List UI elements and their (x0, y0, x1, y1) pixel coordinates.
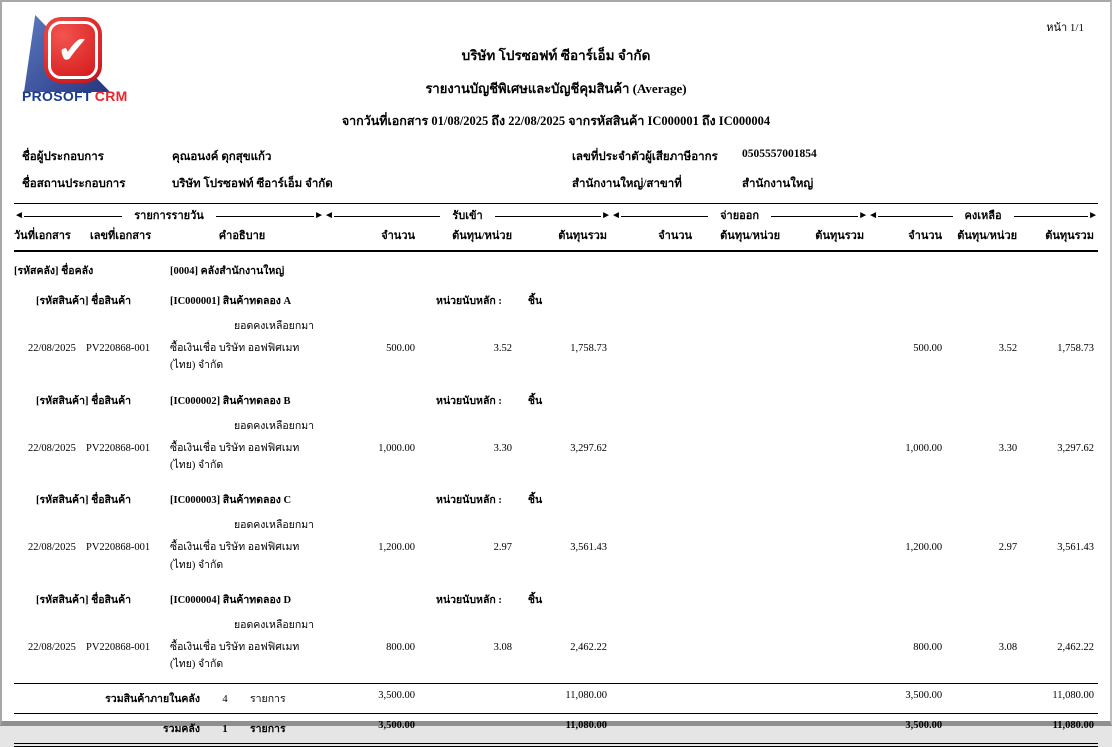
txn-description: ซื้อเงินเชื่อ บริษัท ออฟฟิศเมท (ไทย) จำกัด (170, 542, 300, 571)
warehouse-summary-unit: รายการ (250, 693, 286, 705)
group-header-row (14, 204, 1098, 224)
txn-date: 22/08/2025 (28, 542, 76, 554)
opening-balance-label: ยอดคงเหลือยกมา (234, 619, 315, 631)
txn-description: ซื้อเงินเชื่อ บริษัท ออฟฟิศเมท (ไทย) จำกัด (170, 641, 300, 671)
grand-total-bal-qty: 3,500.00 (868, 713, 946, 745)
unit-cell (324, 483, 611, 513)
product-row (14, 384, 1098, 414)
grand-total-row (14, 713, 1098, 745)
opening-balance-row (14, 513, 1098, 536)
unit-cell (324, 284, 611, 314)
warehouse-summary-label: รวมสินค้าภายในคลัง (105, 693, 200, 705)
grand-total-label-cell (14, 713, 324, 745)
grand-total-in-qty: 3,500.00 (324, 713, 419, 745)
group-receive: ◄ รับเข้า ► (324, 210, 612, 222)
brand-prosoft: PROSOFT (22, 88, 92, 104)
transaction-row (14, 337, 1098, 384)
arrow-left-icon: ◄ (611, 210, 621, 221)
group-issue: ◄ จ่ายออก ► (611, 210, 869, 222)
warehouse-row (14, 251, 1098, 284)
txn-in-qty: 1,000.00 (378, 442, 416, 454)
tax-id-value: 0505557001854 (742, 148, 817, 160)
grand-total-unit: รายการ (250, 723, 286, 735)
txn-in-total: 3,561.43 (570, 542, 608, 554)
establishment-value: บริษัท โปรซอฟท์ ซีอาร์เอ็ม จำกัด (172, 178, 333, 190)
txn-bal-unit-cost: 3.08 (998, 641, 1018, 653)
unit-value: ชิ้น (527, 395, 543, 407)
product-code-name: [IC000003] สินค้าทดลอง C (170, 495, 292, 507)
unit-value: ชิ้น (527, 495, 543, 507)
arrow-right-icon: ► (601, 210, 612, 221)
txn-doc-no: PV220868-001 (86, 442, 151, 454)
warehouse-summary-in-qty: 3,500.00 (324, 683, 419, 713)
unit-cell (324, 384, 611, 414)
warehouse-value: [0004] คลังสำนักงานใหญ่ (170, 266, 285, 277)
col-bal-qty: จำนวน (868, 224, 946, 251)
txn-bal-unit-cost: 2.97 (998, 542, 1018, 554)
warehouse-summary-count: 4 (222, 693, 228, 705)
transaction-row (14, 636, 1098, 683)
txn-doc-no: PV220868-001 (86, 343, 151, 354)
opening-balance-row (14, 613, 1098, 636)
grand-total-in-total: 11,080.00 (516, 713, 611, 745)
operator-label: ชื่อผู้ประกอบการ (22, 151, 104, 163)
warehouse-label: [รหัสคลัง] ชื่อคลัง (14, 266, 94, 277)
grand-total-count: 1 (222, 723, 228, 735)
product-code-name: [IC000001] สินค้าทดลอง A (170, 296, 292, 307)
arrow-right-icon: ► (1088, 210, 1099, 221)
arrow-left-icon: ◄ (14, 210, 24, 221)
col-description: คำอธิบาย (164, 224, 324, 251)
opening-balance-row (14, 314, 1098, 337)
txn-bal-qty: 1,000.00 (905, 442, 943, 454)
unit-label: หน่วยนับหลัก : (436, 395, 502, 407)
opening-balance-label: ยอดคงเหลือยกมา (234, 321, 315, 332)
col-bal-total-cost: ต้นทุนรวม (1021, 224, 1098, 251)
txn-in-total: 2,462.22 (570, 641, 608, 653)
txn-in-qty: 1,200.00 (378, 542, 416, 554)
unit-value: ชิ้น (527, 296, 543, 307)
product-row (14, 284, 1098, 314)
txn-bal-total: 3,297.62 (1057, 442, 1094, 454)
col-out-total-cost: ต้นทุนรวม (784, 224, 868, 251)
check-icon: ✔ (57, 28, 89, 72)
transaction-row (14, 536, 1098, 583)
txn-in-qty: 500.00 (386, 343, 416, 354)
product-row (14, 483, 1098, 513)
col-bal-unit-cost: ต้นทุน/หน่วย (946, 224, 1021, 251)
report-title: รายงานบัญชีพิเศษและบัญชีคุมสินค้า (Average) (425, 81, 687, 96)
txn-in-unit-cost: 3.52 (493, 343, 513, 354)
warehouse-summary-in-total: 11,080.00 (516, 683, 611, 713)
opening-balance-row (14, 414, 1098, 437)
txn-bal-unit-cost: 3.30 (998, 442, 1018, 454)
page-number: หน้า 1/1 (1046, 22, 1084, 34)
report-titles (2, 2, 1110, 131)
arrow-left-icon: ◄ (868, 210, 878, 221)
col-doc-no: เลขที่เอกสาร (86, 224, 164, 251)
product-code-name: [IC000002] สินค้าทดลอง B (170, 395, 291, 407)
txn-in-unit-cost: 3.30 (493, 442, 513, 454)
txn-description: ซื้อเงินเชื่อ บริษัท ออฟฟิศเมท (ไทย) จำกัด (170, 343, 300, 372)
unit-cell (324, 583, 611, 613)
txn-in-total: 1,758.73 (570, 343, 608, 354)
txn-in-total: 3,297.62 (570, 442, 608, 454)
company-name: บริษัท โปรซอฟท์ ซีอาร์เอ็ม จำกัด (461, 48, 651, 63)
txn-bal-total: 3,561.43 (1057, 542, 1094, 554)
opening-balance-label: ยอดคงเหลือยกมา (234, 520, 315, 532)
col-doc-date: วันที่เอกสาร (14, 224, 86, 251)
group-daily: ◄ รายการรายวัน ► (14, 210, 325, 222)
txn-bal-total: 2,462.22 (1057, 641, 1094, 653)
grand-total-bal-total: 11,080.00 (1021, 713, 1098, 745)
group-balance: ◄ คงเหลือ ► (868, 210, 1099, 222)
txn-date: 22/08/2025 (28, 442, 76, 454)
arrow-right-icon: ► (314, 210, 325, 221)
arrow-left-icon: ◄ (324, 210, 334, 221)
col-out-unit-cost: ต้นทุน/หน่วย (696, 224, 784, 251)
inventory-report-table (14, 204, 1098, 747)
warehouse-summary-bal-qty: 3,500.00 (868, 683, 946, 713)
warehouse-summary-row (14, 683, 1098, 713)
info-section (14, 148, 1098, 204)
txn-bal-unit-cost: 3.52 (998, 343, 1018, 354)
opening-balance-label: ยอดคงเหลือยกมา (234, 420, 315, 432)
txn-in-unit-cost: 3.08 (493, 641, 513, 653)
txn-in-unit-cost: 2.97 (493, 542, 513, 554)
txn-bal-total: 1,758.73 (1057, 343, 1094, 354)
transaction-row (14, 437, 1098, 484)
unit-label: หน่วยนับหลัก : (436, 495, 502, 507)
operator-value: คุณอนงค์ ดุกสุขแก้ว (172, 151, 272, 163)
col-in-qty: จำนวน (324, 224, 419, 251)
txn-description: ซื้อเงินเชื่อ บริษัท ออฟฟิศเมท (ไทย) จำกัด (170, 442, 300, 471)
product-code-name: [IC000004] สินค้าทดลอง D (170, 594, 292, 606)
branch-label: สำนักงานใหญ่/สาขาที่ (572, 178, 682, 190)
txn-bal-qty: 800.00 (913, 641, 943, 653)
product-label: [รหัสสินค้า] ชื่อสินค้า (36, 594, 132, 606)
branch-value: สำนักงานใหญ่ (742, 178, 814, 190)
col-out-qty: จำนวน (611, 224, 696, 251)
txn-doc-no: PV220868-001 (86, 641, 151, 653)
grand-total-label: รวมคลัง (162, 723, 200, 735)
unit-label: หน่วยนับหลัก : (436, 594, 502, 606)
brand-crm: CRM (94, 88, 128, 104)
unit-label: หน่วยนับหลัก : (436, 296, 502, 307)
txn-doc-no: PV220868-001 (86, 542, 151, 554)
col-in-total-cost: ต้นทุนรวม (516, 224, 611, 251)
warehouse-summary-label-cell (14, 683, 324, 713)
warehouse-summary-bal-total: 11,080.00 (1021, 683, 1098, 713)
txn-bal-qty: 1,200.00 (905, 542, 943, 554)
logo-check-badge (44, 17, 102, 83)
report-criteria: จากวันที่เอกสาร 01/08/2025 ถึง 22/08/2025 จากรหัสสินค้า IC000001 ถึง IC000004 (341, 114, 771, 128)
column-header-row (14, 224, 1098, 251)
establishment-label: ชื่อสถานประกอบการ (22, 178, 126, 190)
product-label: [รหัสสินค้า] ชื่อสินค้า (36, 495, 132, 507)
col-in-unit-cost: ต้นทุน/หน่วย (419, 224, 516, 251)
unit-value: ชิ้น (527, 594, 543, 606)
txn-date: 22/08/2025 (28, 343, 76, 354)
tax-id-label: เลขที่ประจำตัวผู้เสียภาษีอากร (572, 151, 718, 163)
txn-date: 22/08/2025 (28, 641, 76, 653)
arrow-right-icon: ► (858, 210, 869, 221)
product-label: [รหัสสินค้า] ชื่อสินค้า (36, 296, 132, 307)
product-label: [รหัสสินค้า] ชื่อสินค้า (36, 395, 132, 407)
txn-bal-qty: 500.00 (913, 343, 943, 354)
logo-brand-text (22, 88, 128, 104)
txn-in-qty: 800.00 (386, 641, 416, 653)
product-row (14, 583, 1098, 613)
prosoft-crm-logo (22, 10, 128, 104)
